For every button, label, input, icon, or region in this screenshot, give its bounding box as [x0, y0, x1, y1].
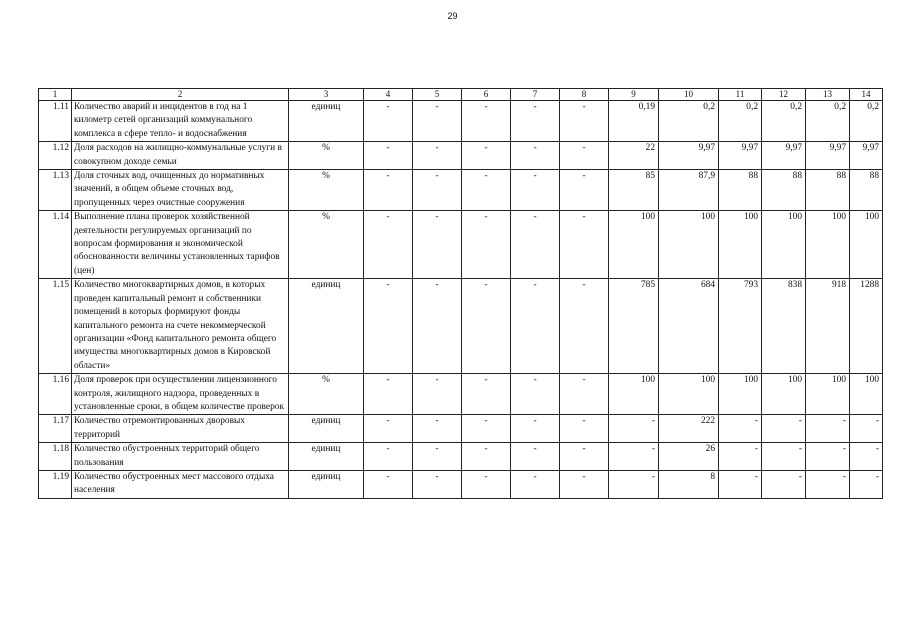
table-row — [39, 470, 883, 498]
column-header: 6 — [462, 89, 511, 101]
value-cell: 9,97 — [806, 142, 850, 170]
value-cell: - — [762, 443, 806, 471]
value-cell: - — [511, 470, 560, 498]
value-cell: 100 — [609, 374, 659, 415]
column-header: 12 — [762, 89, 806, 101]
value-cell: 88 — [850, 170, 883, 211]
page-number: 29 — [447, 11, 458, 21]
value-cell: - — [413, 374, 462, 415]
table-row — [39, 170, 883, 211]
value-cell: - — [462, 170, 511, 211]
value-cell: 100 — [719, 211, 762, 279]
table-row — [39, 211, 883, 279]
unit-cell: % — [289, 170, 364, 211]
column-header: 14 — [850, 89, 883, 101]
value-cell: 684 — [659, 279, 719, 374]
value-cell: - — [850, 470, 883, 498]
value-cell: - — [364, 443, 413, 471]
value-cell: 100 — [659, 374, 719, 415]
value-cell: - — [609, 470, 659, 498]
value-cell: - — [511, 211, 560, 279]
value-cell: 100 — [850, 374, 883, 415]
column-header: 2 — [72, 89, 289, 101]
value-cell: 1288 — [850, 279, 883, 374]
unit-cell: единиц — [289, 470, 364, 498]
value-cell: - — [511, 374, 560, 415]
value-cell: - — [850, 415, 883, 443]
indicator-name: Доля расходов на жилищно-коммунальные услуги в совокупном доходе семьи — [72, 142, 289, 170]
value-cell: 9,97 — [850, 142, 883, 170]
value-cell: - — [462, 101, 511, 142]
row-number: 1.18 — [39, 443, 72, 471]
table-row — [39, 142, 883, 170]
value-cell: 9,97 — [659, 142, 719, 170]
value-cell: 0,2 — [850, 101, 883, 142]
value-cell: 26 — [659, 443, 719, 471]
value-cell: - — [560, 142, 609, 170]
value-cell: 100 — [762, 374, 806, 415]
row-number: 1.13 — [39, 170, 72, 211]
value-cell: - — [762, 415, 806, 443]
value-cell: - — [806, 470, 850, 498]
value-cell: 22 — [609, 142, 659, 170]
value-cell: 9,97 — [762, 142, 806, 170]
table-row — [39, 415, 883, 443]
indicator-name: Выполнение плана проверок хозяйственной деятельности регулируемых организаций по вопросам формирования и экономической обоснованности величины установленных тарифов (цен) — [72, 211, 289, 279]
row-number: 1.19 — [39, 470, 72, 498]
row-number: 1.16 — [39, 374, 72, 415]
header-row — [39, 89, 883, 101]
indicator-name: Количество аварий и инцидентов в год на 1 километр сетей организаций коммунального комплекса в сфере тепло- и водоснабжения — [72, 101, 289, 142]
unit-cell: % — [289, 211, 364, 279]
value-cell: - — [850, 443, 883, 471]
value-cell: - — [413, 470, 462, 498]
table-row — [39, 443, 883, 471]
value-cell: 0,19 — [609, 101, 659, 142]
value-cell: 88 — [806, 170, 850, 211]
value-cell: - — [413, 211, 462, 279]
unit-cell: % — [289, 142, 364, 170]
value-cell: - — [364, 142, 413, 170]
value-cell: - — [609, 415, 659, 443]
row-number: 1.11 — [39, 101, 72, 142]
value-cell: - — [511, 415, 560, 443]
indicator-name: Количество отремонтированных дворовых территорий — [72, 415, 289, 443]
value-cell: - — [413, 443, 462, 471]
value-cell: - — [560, 374, 609, 415]
value-cell: 785 — [609, 279, 659, 374]
value-cell: 100 — [806, 374, 850, 415]
column-header: 8 — [560, 89, 609, 101]
table-body — [39, 101, 883, 499]
column-header: 4 — [364, 89, 413, 101]
value-cell: - — [719, 443, 762, 471]
value-cell: 793 — [719, 279, 762, 374]
value-cell: - — [511, 101, 560, 142]
unit-cell: единиц — [289, 279, 364, 374]
indicator-name: Количество многоквартирных домов, в которых проведен капитальный ремонт и собственники помещений в которых формируют фонды капитального ремонта на счете некоммерческой организации «Фонд капитального ремонта общего имущества многоквартирных домов в Кировской области» — [72, 279, 289, 374]
value-cell: - — [511, 170, 560, 211]
value-cell: - — [413, 415, 462, 443]
value-cell: - — [462, 443, 511, 471]
value-cell: 100 — [609, 211, 659, 279]
value-cell: - — [462, 470, 511, 498]
value-cell: - — [413, 170, 462, 211]
table-row — [39, 279, 883, 374]
row-number: 1.17 — [39, 415, 72, 443]
value-cell: 9,97 — [719, 142, 762, 170]
unit-cell: единиц — [289, 443, 364, 471]
table-row — [39, 374, 883, 415]
value-cell: - — [719, 415, 762, 443]
indicators-table — [38, 88, 883, 499]
row-number: 1.14 — [39, 211, 72, 279]
column-header: 13 — [806, 89, 850, 101]
indicator-name: Количество обустроенных территорий общего пользования — [72, 443, 289, 471]
value-cell: 87,9 — [659, 170, 719, 211]
value-cell: - — [364, 211, 413, 279]
value-cell: - — [560, 211, 609, 279]
column-header: 7 — [511, 89, 560, 101]
value-cell: - — [762, 470, 806, 498]
value-cell: - — [560, 470, 609, 498]
value-cell: - — [511, 279, 560, 374]
value-cell: - — [364, 415, 413, 443]
column-header: 10 — [659, 89, 719, 101]
value-cell: 918 — [806, 279, 850, 374]
value-cell: 100 — [719, 374, 762, 415]
value-cell: - — [806, 443, 850, 471]
value-cell: 0,2 — [806, 101, 850, 142]
value-cell: - — [364, 374, 413, 415]
value-cell: 88 — [762, 170, 806, 211]
unit-cell: единиц — [289, 101, 364, 142]
value-cell: - — [364, 170, 413, 211]
table-row — [39, 101, 883, 142]
value-cell: 838 — [762, 279, 806, 374]
value-cell: 8 — [659, 470, 719, 498]
value-cell: - — [560, 101, 609, 142]
value-cell: - — [413, 142, 462, 170]
value-cell: - — [560, 279, 609, 374]
value-cell: 100 — [850, 211, 883, 279]
value-cell: - — [364, 470, 413, 498]
value-cell: - — [462, 415, 511, 443]
value-cell: - — [462, 142, 511, 170]
value-cell: 100 — [806, 211, 850, 279]
value-cell: - — [511, 142, 560, 170]
value-cell: - — [364, 101, 413, 142]
value-cell: - — [560, 415, 609, 443]
value-cell: 100 — [762, 211, 806, 279]
unit-cell: единиц — [289, 415, 364, 443]
value-cell: - — [511, 443, 560, 471]
value-cell: - — [719, 470, 762, 498]
column-header: 3 — [289, 89, 364, 101]
value-cell: 0,2 — [762, 101, 806, 142]
column-header: 5 — [413, 89, 462, 101]
value-cell: - — [413, 101, 462, 142]
value-cell: 0,2 — [719, 101, 762, 142]
value-cell: - — [609, 443, 659, 471]
value-cell: - — [806, 415, 850, 443]
indicator-name: Количество обустроенных мест массового отдыха населения — [72, 470, 289, 498]
value-cell: 222 — [659, 415, 719, 443]
value-cell: 0,2 — [659, 101, 719, 142]
column-header: 1 — [39, 89, 72, 101]
value-cell: 88 — [719, 170, 762, 211]
row-number: 1.12 — [39, 142, 72, 170]
value-cell: - — [462, 211, 511, 279]
unit-cell: % — [289, 374, 364, 415]
indicator-name: Доля проверок при осуществлении лицензионного контроля, жилищного надзора, проведенных в установленные сроки, в общем количестве проверок — [72, 374, 289, 415]
value-cell: - — [364, 279, 413, 374]
value-cell: - — [462, 374, 511, 415]
row-number: 1.15 — [39, 279, 72, 374]
indicator-name: Доля сточных вод, очищенных до нормативных значений, в общем объеме сточных вод, пропущенных через очистные сооружения — [72, 170, 289, 211]
value-cell: - — [560, 443, 609, 471]
value-cell: - — [462, 279, 511, 374]
column-header: 11 — [719, 89, 762, 101]
value-cell: - — [413, 279, 462, 374]
column-header: 9 — [609, 89, 659, 101]
value-cell: 100 — [659, 211, 719, 279]
value-cell: - — [560, 170, 609, 211]
value-cell: 85 — [609, 170, 659, 211]
